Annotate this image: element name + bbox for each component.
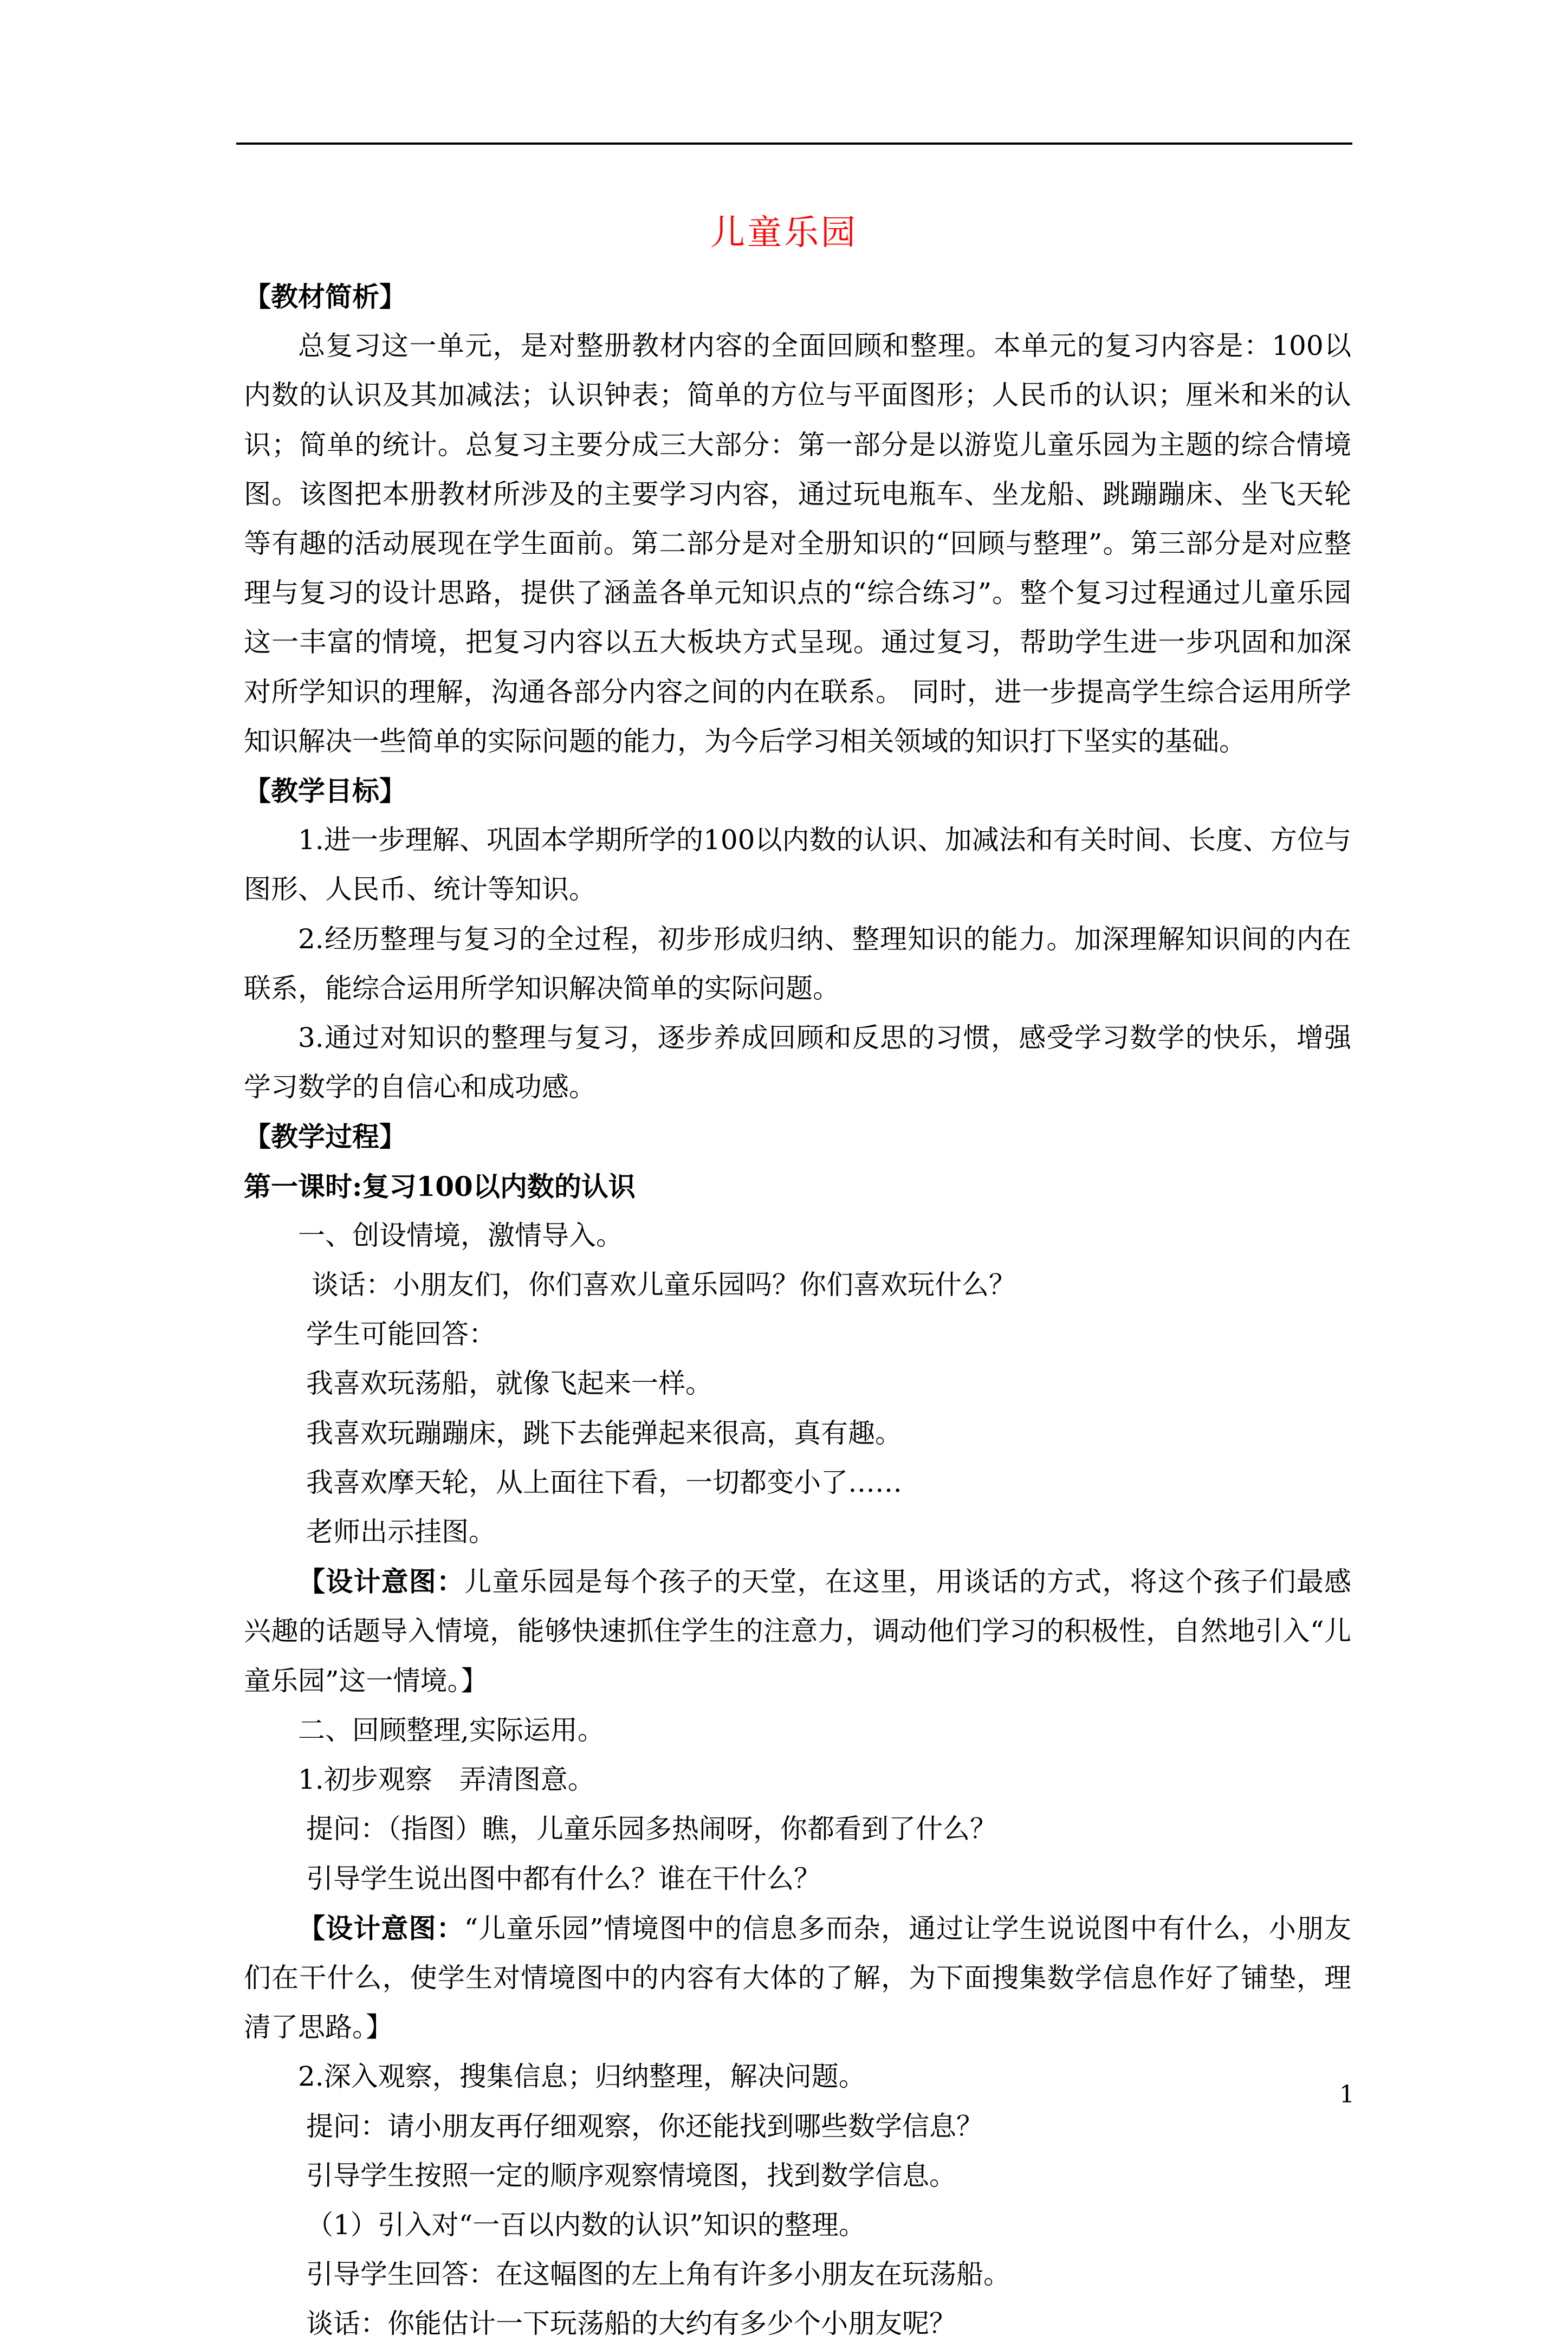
goal-item: 2.经历整理与复习的全过程，初步形成归纳、整理知识的能力。加深理解知识间的内在联系，能综合运用所学知识解决简单的实际问题。 — [244, 923, 1351, 1004]
step-heading: 二、回顾整理,实际运用。 — [298, 1714, 605, 1746]
dialogue-line: 谈话：你能估计一下玩荡船的大约有多少个小朋友呢？ — [306, 2308, 956, 2340]
sub-step: 2.深入观察，搜集信息；归纳整理，解决问题。 — [298, 2061, 866, 2093]
student-answer: 我喜欢玩荡船，就像飞起来一样。 — [306, 1368, 712, 1400]
goal-item: 1.进一步理解、巩固本学期所学的100以内数的认识、加减法和有关时间、长度、方位与图形、人民币、统计等知识。 — [244, 824, 1351, 905]
dialogue-line: 谈话：小朋友们，你们喜欢儿童乐园吗？你们喜欢玩什么？ — [312, 1269, 1016, 1301]
section-heading-goals: 【教学目标】 — [244, 775, 406, 807]
dialogue-line: 老师出示挂图。 — [306, 1516, 496, 1548]
student-answer: 我喜欢摩天轮，从上面往下看，一切都变小了…… — [306, 1466, 902, 1498]
step-heading: 一、创设情境，激情导入。 — [298, 1219, 623, 1251]
header-rule — [236, 143, 1352, 145]
design-intent-note — [244, 1904, 1351, 2053]
design-intent-note — [244, 1557, 1351, 1706]
document-body — [244, 272, 1351, 2349]
dialogue-line: 引导学生说出图中都有什么？谁在干什么？ — [306, 1862, 821, 1894]
document-title: 儿童乐园 — [710, 213, 858, 253]
section-heading-process: 【教学过程】 — [244, 1121, 406, 1153]
student-answer: 我喜欢玩蹦蹦床，跳下去能弹起来很高，真有趣。 — [306, 1417, 902, 1449]
dialogue-line: 引导学生按照一定的顺序观察情境图，找到数学信息。 — [306, 2159, 956, 2191]
dialogue-line: 提问：请小朋友再仔细观察，你还能找到哪些数学信息？ — [306, 2110, 983, 2142]
page-number: 1 — [1339, 2081, 1355, 2108]
goal-item: 3.通过对知识的整理与复习，逐步养成回顾和反思的习惯，感受学习数学的快乐，增强学习数学的自信心和成功感。 — [244, 1022, 1351, 1103]
analysis-paragraph: 总复习这一单元，是对整册教材内容的全面回顾和整理。本单元的复习内容是：100以内数的认识及其加减法；认识钟表；简单的方位与平面图形；人民币的认识；厘米和米的认识；简单的统计。总复习主要分成三大部分：第一部分是以游览儿童乐园为主题的综合情境图。该图把本册教材所涉及的主要学习内容，通过玩电瓶车、坐龙船、跳蹦蹦床、坐飞天轮等有趣的活动展现在学生面前。第二部分是对全册知识的“回顾与整理”。第三部分是对应整理与复习的设计思路，提供了涵盖各单元知识点的“综合练习”。整个复习过程通过儿童乐园这一丰富的情境，把复习内容以五大板块方式呈现。通过复习，帮助学生进一步巩固和加深对所学知识的理解，沟通各部分内容之间的内在联系。 同时，进一步提高学生综合运用所学知识解决一些简单的实际问题的能力，为今后学习相关领域的知识打下坚实的基础。 — [244, 330, 1351, 757]
list-item: （1）引入对“一百以内数的认识”知识的整理。 — [306, 2209, 866, 2241]
dialogue-line: 学生可能回答： — [306, 1318, 496, 1350]
design-intent-text: “儿童乐园”情境图中的信息多而杂，通过让学生说说图中有什么，小朋友们在干什么，使学生对情境图中的内容有大体的了解，为下面搜集数学信息作好了铺垫，理清了思路。】 — [244, 1912, 1352, 2043]
section-heading-analysis: 【教材简析】 — [244, 281, 406, 313]
lesson-heading: 第一课时:复习100以内数的认识 — [244, 1170, 636, 1202]
design-intent-text: 儿童乐园是每个孩子的天堂，在这里，用谈话的方式，将这个孩子们最感兴趣的话题导入情境，能够快速抓住学生的注意力，调动他们学习的积极性，自然地引入“儿童乐园”这一情境。】 — [244, 1566, 1352, 1697]
design-intent-label: 【设计意图： — [298, 1565, 465, 1598]
dialogue-line: 提问：（指图）瞧，儿童乐园多热闹呀，你都看到了什么？ — [306, 1813, 997, 1845]
sub-step: 1.初步观察 弄清图意。 — [298, 1764, 595, 1796]
design-intent-label: 【设计意图： — [298, 1912, 464, 1944]
dialogue-line: 引导学生回答：在这幅图的左上角有许多小朋友在玩荡船。 — [306, 2259, 1010, 2290]
